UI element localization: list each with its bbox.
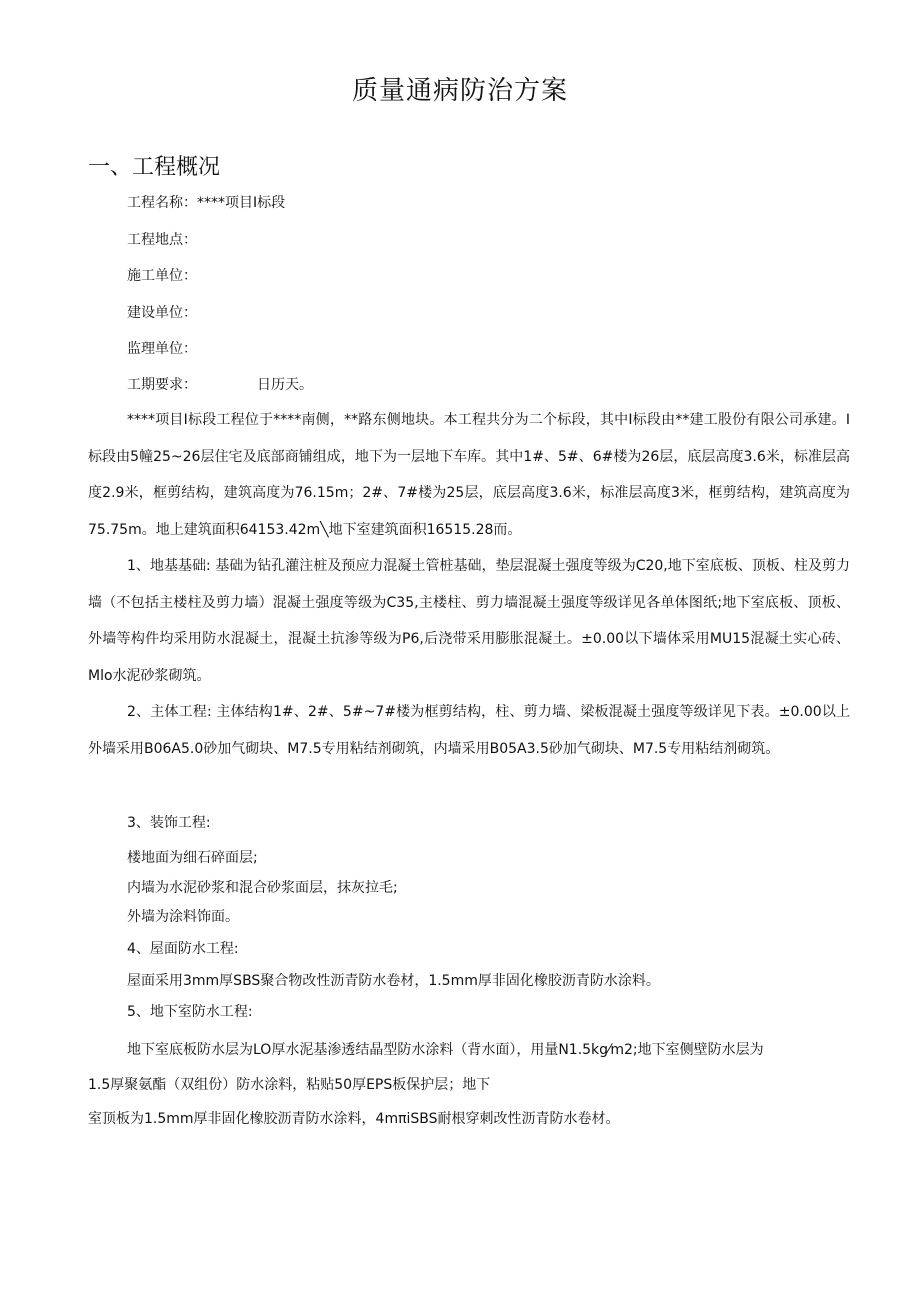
roof-heading: 4、屋面防水工程: [127, 941, 239, 957]
section-heading-overview: 一、工程概况 [88, 155, 221, 180]
paragraph-foundation: 1、地基基础: 基础为钻孔灌注桩及预应力混凝土管桩基础，垫层混凝土强度等级为C20,地下室底板、顶板、柱及剪力墙（不包括主楼柱及剪力墙）混凝土强度等级为C35,主楼柱、剪力墙混凝土强度等级详见各单体图纸;地下室底板、顶板、外墙等构件均采用防水混凝土，混凝土抗渗等级为P6,后浇带采用膨胀混凝土。±0.00以下墙体采用MU15混凝土实心砖、Mlo水泥砂浆砌筑。 [88, 558, 850, 685]
info-project-name: 工程名称：****项目Ⅰ标段 [127, 195, 286, 211]
info-period-label: 工期要求： [127, 377, 197, 393]
info-construction-unit: 施工单位： [127, 268, 197, 284]
basement-heading: 5、地下室防水工程: [127, 1004, 253, 1020]
paragraph-main-structure: 2、主体工程: 主体结构1#、2#、5#~7#楼为框剪结构，柱、剪力墙、梁板混凝土强度等级详见下表。±0.00以上外墙采用B06A5.0砂加气砌块、M7.5专用粘结剂砌筑，内墙采用B05A3.5砂加气砌块、M7.5专用粘结剂砌筑。 [88, 704, 850, 757]
info-period-value: 日历天。 [257, 377, 313, 393]
basement-line: 地下室底板防水层为LO厚水泥基渗透结晶型防水涂料（背水面），用量N1.5kg⁄m2;地下室侧壁防水层为 [127, 1042, 764, 1058]
basement-line: 室顶板为1.5mm厚非固化橡胶沥青防水涂料，4mπiSBS耐根穿刺改性沥青防水卷材。 [88, 1111, 620, 1127]
decoration-item: 外墙为涂料饰面。 [127, 909, 239, 925]
decoration-item: 内墙为水泥砂浆和混合砂浆面层，抹灰拉毛; [127, 880, 398, 896]
decoration-heading: 3、装饰工程: [127, 815, 211, 831]
roof-text: 屋面采用3mm厚SBS聚合物改性沥青防水卷材，1.5mm厚非固化橡胶沥青防水涂料。 [127, 973, 660, 989]
basement-line: 1.5厚聚氨酯（双组份）防水涂料，粘贴50厚EPS板保护层；地下 [88, 1077, 491, 1093]
paragraph-overview: ****项目Ⅰ标段工程位于****南侧，**路东侧地块。本工程共分为二个标段，其中Ⅰ标段由**建工股份有限公司承建。Ⅰ标段由5幢25~26层住宅及底部商铺组成，地下为一层地下车库。其中1#、5#、6#楼为26层，底层高度3.6米，标准层高度2.9米，框剪结构，建筑高度为76.15m；2#、7#楼为25层，底层高度3.6米，标准层高度3米，框剪结构，建筑高度为75.75m。地上建筑面积64153.42m╲地下室建筑面积16515.28而。 [88, 412, 850, 539]
document-title: 质量通病防治方案 [351, 76, 568, 106]
decoration-item: 楼地面为细石碎面层; [127, 850, 258, 866]
info-supervisor-unit: 监理单位： [127, 341, 197, 357]
info-project-location: 工程地点： [127, 232, 197, 248]
info-period [127, 374, 313, 394]
info-owner-unit: 建设单位： [127, 305, 197, 321]
